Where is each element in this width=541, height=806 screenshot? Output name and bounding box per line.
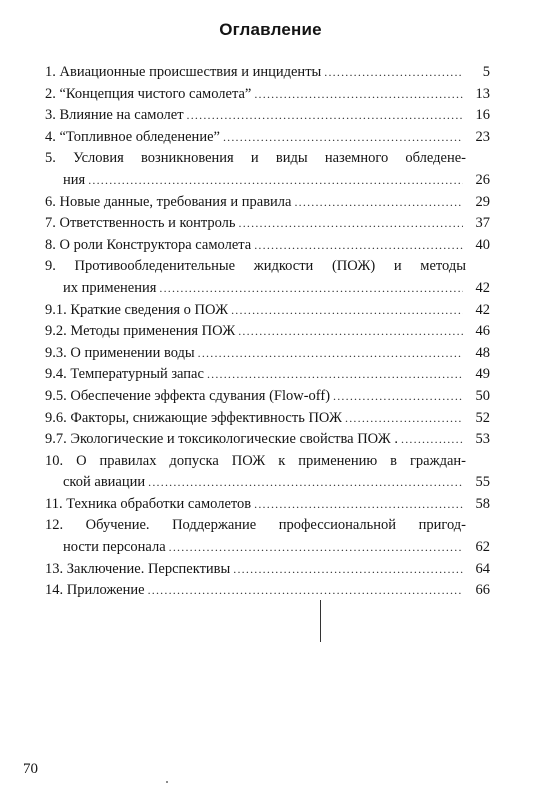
toc-page-number: 16 — [475, 107, 490, 124]
toc-page-number: 5 — [482, 64, 490, 80]
toc-leader — [333, 386, 463, 408]
toc-entry-title: 9.7. Экологические и токсикологические свойства ПОЖ . — [45, 431, 399, 448]
toc-leader — [239, 213, 463, 235]
toc-entry-title: 9.3. О применении воды — [45, 344, 195, 361]
toc-leader — [233, 559, 463, 581]
toc-leader — [254, 235, 463, 257]
toc-page-number: 40 — [475, 236, 490, 253]
toc-entry-title-line1: 10. О правилах допуска ПОЖ к применению в граждан- — [45, 452, 466, 469]
toc-entry — [45, 192, 490, 214]
toc-page-number: 42 — [475, 279, 490, 296]
toc-entry-title: 13. Заключение. Перспективы — [45, 560, 231, 577]
toc-leader — [148, 472, 463, 494]
toc-page-number: 53 — [475, 431, 490, 448]
toc-page-number: 52 — [475, 409, 490, 426]
toc-leader — [169, 537, 463, 559]
toc-entry-title-line1: 12. Обучение. Поддержание профессиональной пригод- — [45, 517, 466, 534]
toc-page-number: 58 — [475, 495, 490, 512]
toc-leader — [148, 580, 463, 602]
toc-entry — [45, 515, 490, 558]
table-of-contents — [45, 62, 490, 602]
toc-leader — [324, 62, 463, 84]
toc-entry-title: 11. Техника обработки самолетов — [45, 495, 252, 512]
page-number: 70 — [23, 761, 38, 777]
toc-page-number: 26 — [475, 171, 490, 188]
toc-leader — [401, 429, 463, 451]
toc-leader — [254, 494, 463, 516]
toc-entry — [45, 300, 490, 322]
toc-entry-title: 7. Ответственность и контроль — [45, 215, 236, 232]
toc-entry-title: 14. Приложение — [45, 582, 145, 599]
toc-leader — [254, 84, 463, 106]
toc-entry-title-line1: 5. Условия возникновения и виды наземного обледене- — [45, 150, 466, 167]
toc-page-number: 66 — [475, 582, 490, 599]
toc-entry — [45, 386, 490, 408]
toc-leader — [88, 170, 463, 192]
toc-entry — [45, 559, 490, 581]
toc-entry — [45, 451, 490, 494]
toc-leader — [223, 127, 463, 149]
toc-entry — [45, 364, 490, 386]
toc-page-number: 46 — [475, 323, 490, 340]
toc-entry — [45, 84, 490, 106]
toc-entry — [45, 127, 490, 149]
toc-page-number: 29 — [475, 193, 490, 210]
toc-entry-title: ния — [63, 171, 86, 188]
toc-page-number: 48 — [475, 344, 490, 361]
page-title: Оглавление — [219, 20, 322, 39]
toc-entry — [45, 256, 490, 299]
toc-entry-title-line1: 9. Противообледенительные жидкости (ПОЖ) и методы — [45, 258, 466, 275]
toc-page-number: 62 — [475, 539, 490, 556]
toc-entry-title: 9.4. Температурный запас — [45, 366, 204, 383]
toc-entry-title: 2. “Концепция чистого самолета” — [45, 85, 252, 102]
toc-entry-title: их применения — [63, 279, 157, 296]
toc-page-number: 37 — [475, 215, 490, 232]
toc-leader — [207, 364, 463, 386]
toc-entry — [45, 343, 490, 365]
toc-entry — [45, 235, 490, 257]
toc-entry-title: 9.2. Методы применения ПОЖ — [45, 323, 236, 340]
toc-entry-title: 6. Новые данные, требования и правила — [45, 193, 292, 210]
toc-entry — [45, 105, 490, 127]
toc-leader — [198, 343, 463, 365]
toc-entry-title-line2: ской авиации — [63, 474, 146, 491]
toc-entry-title: 9.6. Факторы, снижающие эффективность ПОЖ — [45, 409, 343, 426]
toc-leader — [159, 278, 463, 300]
toc-entry — [45, 408, 490, 430]
toc-entry — [45, 148, 490, 191]
toc-page-number: 55 — [475, 474, 490, 491]
toc-entry-title: 9.1. Краткие сведения о ПОЖ — [45, 301, 229, 318]
toc-entry-title: 3. Влияние на самолет — [45, 107, 184, 124]
scan-speck — [166, 781, 168, 783]
toc-page-number: 64 — [475, 560, 490, 577]
toc-leader — [187, 105, 463, 127]
toc-entry-title: ности персонала — [63, 539, 166, 556]
toc-entry — [45, 213, 490, 235]
toc-page-number: 13 — [475, 85, 490, 102]
toc-page-number: 49 — [475, 366, 490, 383]
toc-leader — [294, 192, 463, 214]
toc-entry — [45, 429, 490, 451]
toc-leader — [238, 321, 463, 343]
toc-entry-title: 8. О роли Конструктора самолета — [45, 236, 252, 253]
toc-page-number: 42 — [475, 301, 490, 318]
toc-page-number: 23 — [475, 128, 490, 145]
toc-entry-title: 4. “Топливное обледенение” — [45, 128, 220, 145]
toc-entry — [45, 321, 490, 343]
scan-mark — [320, 600, 321, 642]
toc-leader — [345, 408, 463, 430]
toc-entry-title: 1. Авиационные происшествия и инциденты — [45, 64, 322, 80]
toc-leader — [231, 300, 463, 322]
toc-entry — [45, 62, 490, 84]
toc-entry — [45, 494, 490, 516]
toc-entry — [45, 580, 490, 602]
toc-entry-title: 9.5. Обеспечение эффекта сдувания (Flow-off) — [45, 387, 331, 404]
toc-page-number: 50 — [475, 387, 490, 404]
